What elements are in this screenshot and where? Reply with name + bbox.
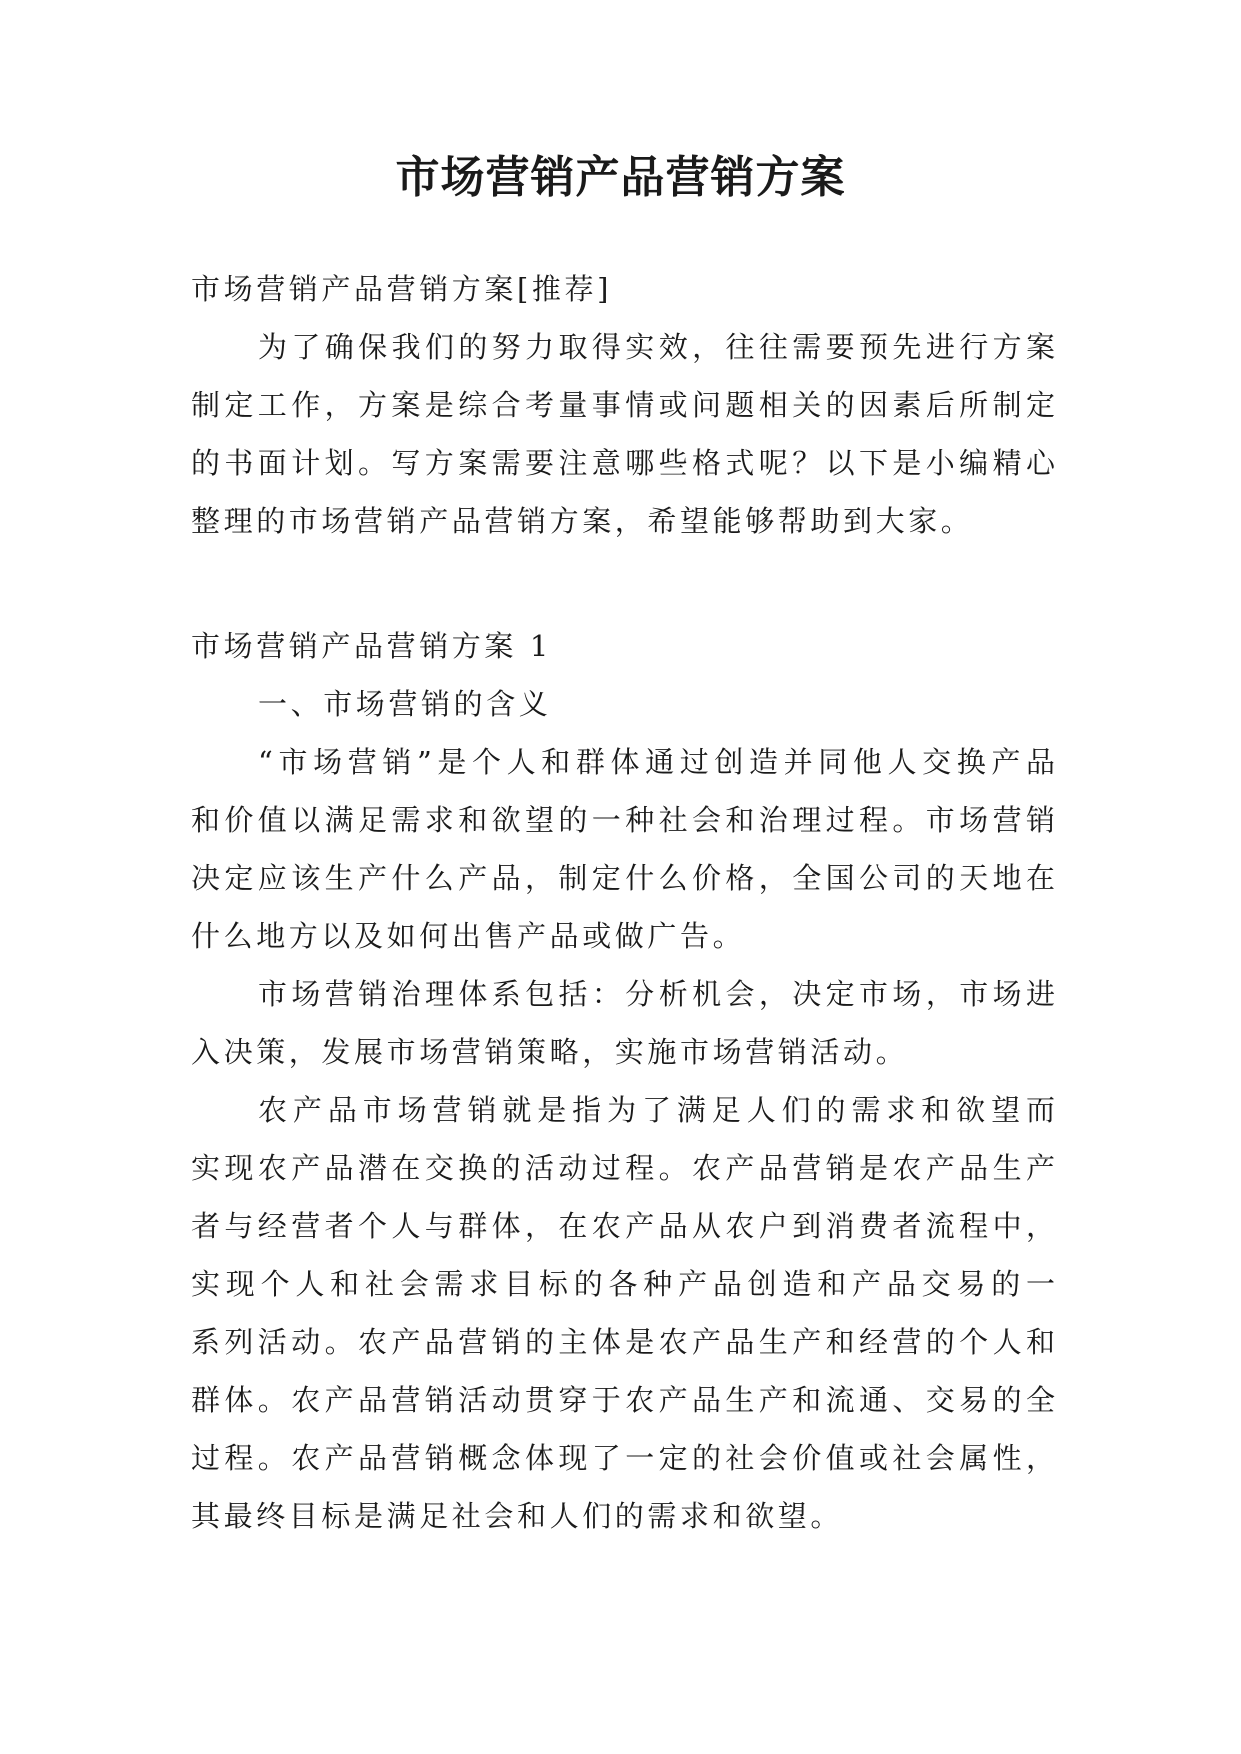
paragraph-line: 实现农产品潜在交换的活动过程。农产品营销是农产品生产 — [191, 1151, 1055, 1185]
paragraph-line: 和价值以满足需求和欲望的一种社会和治理过程。市场营销 — [191, 803, 1055, 837]
paragraph-line: 者与经营者个人与群体，在农产品从农户到消费者流程中， — [191, 1209, 1055, 1243]
paragraph-line: 过程。农产品营销概念体现了一定的社会价值或社会属性， — [191, 1441, 1055, 1475]
paragraph-line: 市场营销治理体系包括：分析机会，决定市场，市场进 — [258, 977, 1055, 1011]
paragraph-line: 决定应该生产什么产品，制定什么价格，全国公司的天地在 — [191, 861, 1055, 895]
intro-line: 为了确保我们的努力取得实效，往往需要预先进行方案 — [258, 330, 1055, 364]
document-subtitle: 市场营销产品营销方案[推荐] — [191, 272, 613, 306]
section-spacer — [191, 550, 1055, 617]
document-body — [191, 260, 1055, 1545]
paragraph-line: 什么地方以及如何出售产品或做广告。 — [191, 919, 746, 953]
intro-line: 的书面计划。写方案需要注意哪些格式呢？以下是小编精心 — [191, 446, 1055, 480]
paragraph-line: “市场营销”是个人和群体通过创造并同他人交换产品 — [258, 745, 1055, 779]
paragraph-line: 入决策，发展市场营销策略，实施市场营销活动。 — [191, 1035, 909, 1069]
subsection-heading: 一、市场营销的含义 — [258, 687, 552, 721]
intro-line: 整理的市场营销产品营销方案，希望能够帮助到大家。 — [191, 504, 974, 538]
document-title: 市场营销产品营销方案 — [395, 152, 846, 203]
paragraph-line: 农产品市场营销就是指为了满足人们的需求和欲望而 — [258, 1093, 1055, 1127]
paragraph-line: 系列活动。农产品营销的主体是农产品生产和经营的个人和 — [191, 1325, 1055, 1359]
intro-line: 制定工作，方案是综合考量事情或问题相关的因素后所制定 — [191, 388, 1055, 422]
paragraph-line: 群体。农产品营销活动贯穿于农产品生产和流通、交易的全 — [191, 1383, 1055, 1417]
section-heading: 市场营销产品营销方案 1 — [191, 629, 552, 663]
paragraph-line: 实现个人和社会需求目标的各种产品创造和产品交易的一 — [191, 1267, 1055, 1301]
paragraph-line: 其最终目标是满足社会和人们的需求和欲望。 — [191, 1499, 844, 1533]
